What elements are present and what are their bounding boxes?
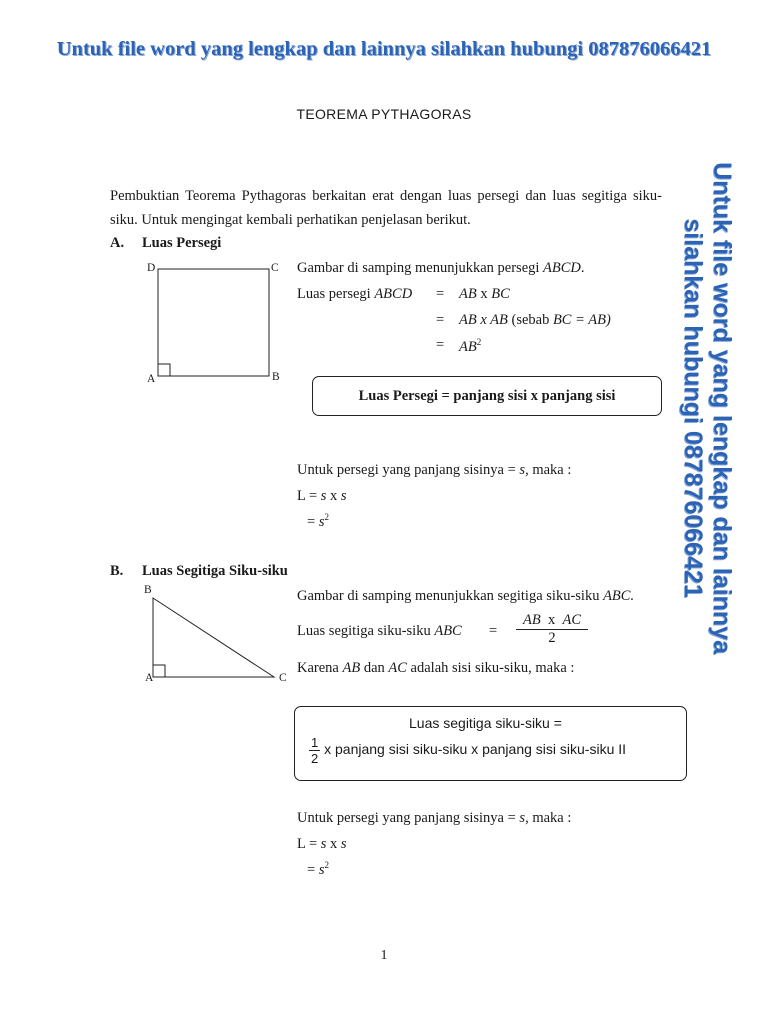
intro-paragraph: Pembuktian Teorema Pythagoras berkaitan erat dengan luas persegi dan luas segitiga siku-siku. Untuk mengingat kembali perhatikan penjelasan berikut.	[110, 188, 662, 228]
triangle-l-line-2: = $s^2$	[307, 860, 329, 878]
triangle-figure	[140, 590, 290, 690]
square-formula-box: Luas Persegi = panjang sisi x panjang sisi	[312, 376, 662, 416]
triangle-label-b: B	[144, 584, 152, 596]
square-note: Untuk persegi yang panjang sisinya = s, maka :	[297, 462, 572, 478]
square-label-c: C	[271, 262, 279, 274]
square-eq-1: AB x BC	[459, 286, 510, 302]
page-number: 1	[380, 948, 388, 963]
section-b-title: Luas Segitiga Siku-siku	[142, 563, 288, 579]
square-label-a: A	[147, 373, 156, 385]
square-eq-sign-3: =	[436, 337, 445, 353]
section-a-letter: A.	[110, 235, 125, 251]
watermark-side-line1: Untuk file word yang lengkap dan lainnya	[708, 162, 736, 654]
triangle-formula-box	[294, 706, 687, 781]
watermark-side-line2: silahkan hubungi 087876066421	[679, 218, 707, 598]
square-label-d: D	[147, 262, 156, 274]
triangle-reason: Karena AB dan AC adalah sisi siku-siku, maka :	[297, 660, 575, 676]
triangle-formula-line2: $\frac{1}{2}$ x panjang sisi siku-siku x panjang sisi siku-siku II	[311, 735, 627, 766]
watermark-top: Untuk file word yang lengkap dan lainnya silahkan hubungi 08787606642​1	[56, 38, 712, 60]
triangle-area-label: Luas segitiga siku-siku ABC	[297, 623, 462, 639]
square-l-line-2: = $s^2$	[307, 512, 329, 530]
triangle-label-c: C	[279, 672, 287, 684]
square-eq-sign-2: =	[436, 312, 445, 328]
watermark-side	[679, 128, 736, 688]
section-b-letter: B.	[110, 563, 124, 579]
square-description: Gambar di samping menunjukkan persegi ABCD.	[297, 260, 585, 276]
triangle-eq-sign: =	[489, 623, 498, 639]
triangle-l-line-1: L = s x s	[297, 836, 347, 852]
square-eq-2: AB x AB (sebab BC = AB)	[459, 312, 611, 328]
square-area-label: Luas persegi ABCD	[297, 286, 413, 302]
square-eq-3: $AB^2$	[459, 337, 482, 355]
square-eq-sign-1: =	[436, 286, 445, 302]
page-title: TEOREMA PYTHAGORAS	[296, 106, 472, 122]
section-a-title: Luas Persegi	[142, 235, 222, 251]
section-b-heading	[110, 563, 288, 580]
triangle-area-fraction: $\frac{\text{AB x AC}}{2}$	[516, 612, 588, 647]
square-l-line-1: L = s x s	[297, 488, 347, 504]
triangle-description: Gambar di samping menunjukkan segitiga siku-siku ABC.	[297, 588, 635, 604]
square-figure	[140, 260, 290, 390]
triangle-note: Untuk persegi yang panjang sisinya = s, maka :	[297, 810, 572, 826]
square-label-b: B	[272, 371, 280, 383]
triangle-label-a: A	[145, 672, 154, 684]
section-a-heading	[110, 235, 221, 252]
triangle-formula-line1: Luas segitiga siku-siku =	[409, 715, 562, 731]
